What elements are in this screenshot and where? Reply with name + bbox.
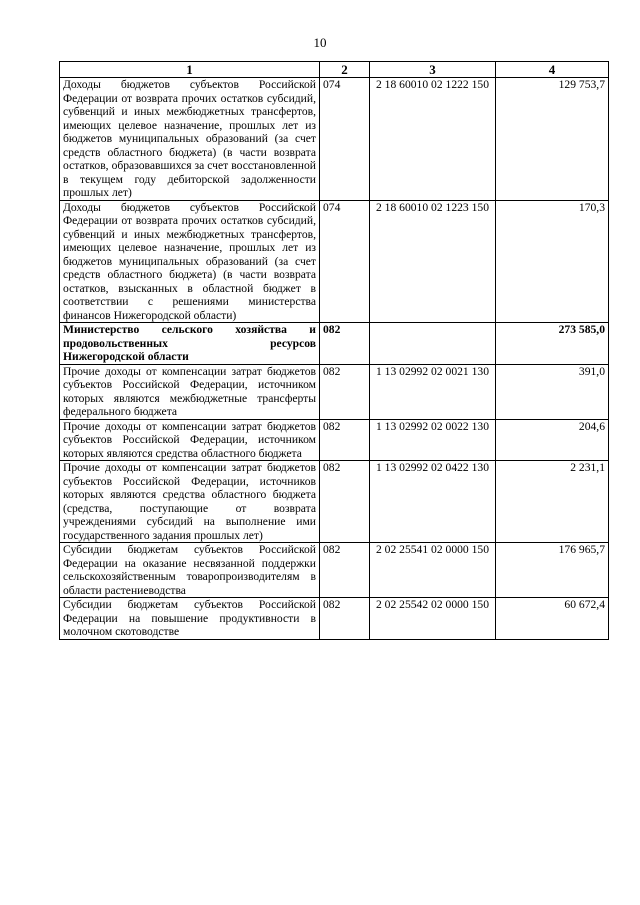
- ministry-name-main: Министерство сельского хозяйства и продовольственных ресурсов: [63, 323, 316, 350]
- budget-classification-code: 2 02 25541 02 0000 150: [370, 543, 496, 598]
- table-row: [60, 364, 609, 419]
- administrator-code: 082: [320, 323, 370, 365]
- ministry-row: [60, 323, 609, 365]
- revenue-table: [59, 61, 609, 640]
- table-row: [60, 543, 609, 598]
- revenue-name: Субсидии бюджетам субъектов Российской Федерации на повышение продуктивности в молочном скотоводстве: [60, 598, 320, 640]
- ministry-name: [60, 323, 320, 365]
- revenue-name: Прочие доходы от компенсации затрат бюджетов субъектов Российской Федерации, источников которых являются средства областного бюджета (средства, поступающие от возврата учреждениями субсидий на выполнение ими государственного задания прошлых лет): [60, 461, 320, 543]
- table-row: [60, 200, 609, 323]
- table-row: [60, 598, 609, 640]
- amount: 2 231,1: [496, 461, 609, 543]
- amount: 170,3: [496, 200, 609, 323]
- table-row: [60, 419, 609, 461]
- budget-classification-code: 1 13 02992 02 0021 130: [370, 364, 496, 419]
- revenue-name: Доходы бюджетов субъектов Российской Федерации от возврата прочих остатков субсидий, субвенций и иных межбюджетных трансфертов, имеющих целевое назначение, прошлых лет из бюджетов муниципальных образований (за счет средств областного бюджета) (в части возврата остатков, взысканных в областной бюджет в соответствии с решениями министерства финансов Нижегородской области): [60, 200, 320, 323]
- administrator-code: 082: [320, 543, 370, 598]
- column-header-3: 3: [370, 62, 496, 78]
- administrator-code: 082: [320, 598, 370, 640]
- amount: 176 965,7: [496, 543, 609, 598]
- budget-classification-code: 2 18 60010 02 1222 150: [370, 78, 496, 201]
- administrator-code: 082: [320, 461, 370, 543]
- budget-classification-code: 1 13 02992 02 0022 130: [370, 419, 496, 461]
- page-number: 10: [313, 35, 327, 50]
- budget-classification-code: 1 13 02992 02 0422 130: [370, 461, 496, 543]
- amount: 204,6: [496, 419, 609, 461]
- budget-classification-code: 2 02 25542 02 0000 150: [370, 598, 496, 640]
- column-header-2: 2: [320, 62, 370, 78]
- revenue-name: Прочие доходы от компенсации затрат бюджетов субъектов Российской Федерации, источником которых являются межбюджетные трансферты федерального бюджета: [60, 364, 320, 419]
- budget-classification-code: [370, 323, 496, 365]
- administrator-code: 074: [320, 78, 370, 201]
- table-row: [60, 78, 609, 201]
- ministry-name-region: Нижегородской области: [63, 350, 189, 363]
- revenue-name: Субсидии бюджетам субъектов Российской Федерации на оказание несвязанной поддержки сельскохозяйственным товаропроизводителям в области растениеводства: [60, 543, 320, 598]
- revenue-name: Прочие доходы от компенсации затрат бюджетов субъектов Российской Федерации, источником которых являются средства областного бюджета: [60, 419, 320, 461]
- revenue-name: Доходы бюджетов субъектов Российской Федерации от возврата прочих остатков субсидий, субвенций и иных межбюджетных трансфертов, имеющих целевое назначение, прошлых лет из бюджетов муниципальных образований (за счет средств областного бюджета) (в части возврата остатков, образовавшихся за счет восстановленной в текущем году дебиторской задолженности прошлых лет): [60, 78, 320, 201]
- table-header-row: [60, 62, 609, 78]
- table-row: [60, 461, 609, 543]
- amount: 129 753,7: [496, 78, 609, 201]
- amount: 60 672,4: [496, 598, 609, 640]
- budget-classification-code: 2 18 60010 02 1223 150: [370, 200, 496, 323]
- administrator-code: 074: [320, 200, 370, 323]
- column-header-1: 1: [60, 62, 320, 78]
- column-header-4: 4: [496, 62, 609, 78]
- administrator-code: 082: [320, 419, 370, 461]
- administrator-code: 082: [320, 364, 370, 419]
- ministry-total-amount: 273 585,0: [496, 323, 609, 365]
- amount: 391,0: [496, 364, 609, 419]
